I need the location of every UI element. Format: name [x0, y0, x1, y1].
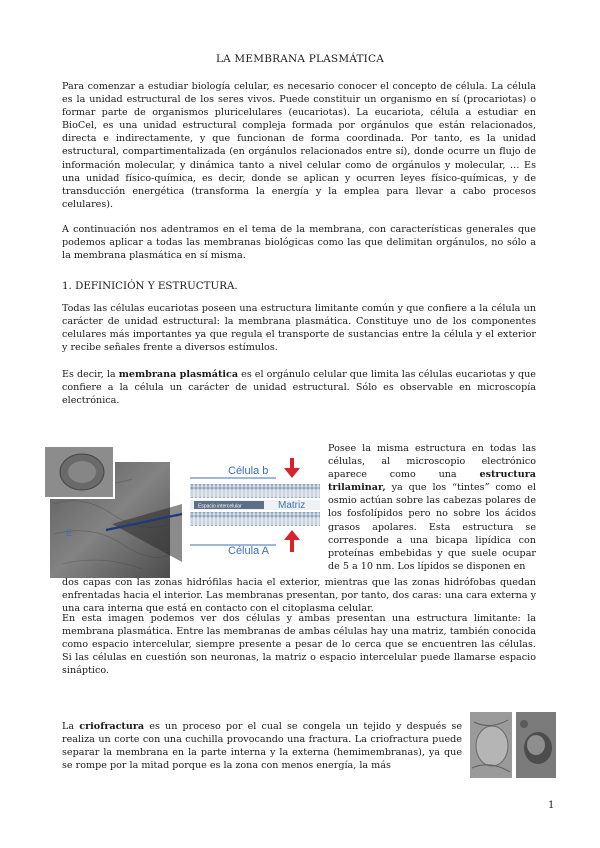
label-cell-b: Célula b: [228, 465, 269, 477]
bold-term: criofractura: [79, 721, 145, 732]
image-description-paragraph: En esta imagen podemos ver dos células y ambas presentan una estructura limitante: la membrana plasmática. Entre las membranas de ambas células hay una matriz, también conocida como espacio intercelular, siempre presente a pesar de lo cerca que se encuentren las células. Si las células en cuestión son neuronas, la matriz o espacio intercelular puede llamarse espacio sináptico.: [62, 613, 536, 677]
membrane-cell-a: [190, 512, 320, 526]
arrow-down-icon: [284, 458, 300, 478]
structure-paragraph: [328, 442, 536, 573]
criofractura-photo-2: [516, 712, 556, 778]
definition-paragraph-1: Todas las células eucariotas poseen una estructura limitante común y que confiere a la célula un carácter de unidad estructural: la membrana plasmática. Constituye uno de los componentes celulares más importantes ya que regula el transporte de sustancias entre la célula y el exterior y recibe señales frente a diversos estímulos.: [62, 303, 536, 354]
page-title: LA MEMBRANA PLASMÁTICA: [215, 53, 385, 65]
text-run: es el orgánulo celular que limita las células eucariotas y que confiere a la célula un carácter de unidad estructural. Sólo es observable en microscopía electrónica.: [62, 369, 536, 407]
text-run: Posee la misma estructura en todas las células, al microscopio electrónico aparece como una: [328, 443, 536, 481]
arrow-up-icon: [284, 530, 300, 552]
label-espacio: Espacio intercelular: [198, 503, 242, 510]
label-e: E: [66, 528, 73, 538]
definition-paragraph-2: [62, 368, 536, 407]
membrane-cell-b: [190, 484, 320, 498]
criofractura-photo-1: [470, 712, 512, 778]
structure-paragraph-continued: dos capas con las zonas hidrófilas hacia el exterior, mientras que las zonas hidrófobas quedan enfrentadas hacia el interior. Las membranas presentan, por tanto, dos caras: una cara externa y una cara interna que está en contacto con el citoplasma celular.: [62, 577, 536, 615]
text-run: La: [62, 721, 80, 732]
label-matriz: Matriz: [278, 500, 306, 511]
membrane-diagram: [42, 444, 322, 578]
text-run: es un proceso por el cual se congela un tejido y después se realiza un corte con una cuchilla provocando una fractura. La criofractura puede separar la membrana en la parte interna y la externa (hemimembranas), ya que se rompe por la mitad porque es la zona con menos energía, la más: [62, 721, 463, 772]
criofractura-paragraph: [62, 720, 462, 772]
label-cell-a: Célula A: [228, 545, 269, 557]
intro-paragraph-1: Para comenzar a estudiar biología celular, es necesario conocer el concepto de célula. La célula es la unidad estructural de los seres vivos. Puede constituir un organismo en sí (procariotas) o formar parte de organismos pluricelulares (eucariotas). La eucariota, célula a estudiar en BioCel, es una unidad estructural compleja formada por orgánulos que están relacionados, directa e indirectamente, y que funcionan de forma coordinada. Por tanto, es la unidad estructural, compartimentalizada (en orgánulos relacionados entre sí), donde ocurre un flujo de información molecular, y dinámica tanto a nivel celular como de orgánulos y molecular, … Es una unidad físico-química, es decir, donde se aplican y ocurren leyes físico-químicas, y de transducción energética (transforma la energía y la emplea para llevar a cabo procesos celulares).: [62, 81, 536, 210]
section-heading: 1. DEFINICIÓN Y ESTRUCTURA.: [62, 280, 238, 292]
text-run: Es decir, la: [62, 369, 119, 380]
bold-term: estructura trilaminar,: [328, 469, 536, 494]
text-run: ya que los “tintes” como el osmio actúan sobre las cabezas polares de los fosfolípidos pero no sobre los ácidos grasos apolares. Esta estructura se corresponde a una bicapa lipídica con proteínas embebidas y que suele ocupar de 5 a 10 nm. Los lípidos se disponen en: [328, 482, 536, 572]
page-number: 1: [548, 800, 555, 811]
membrane-figure: [42, 444, 322, 578]
bold-term: membrana plasmática: [118, 369, 239, 380]
intro-paragraph-2: A continuación nos adentramos en el tema de la membrana, con características generales que podemos aplicar a todas las membranas biológicas como las que delimitan orgánulos, no sólo a la membrana plasmática en sí misma.: [62, 224, 536, 262]
